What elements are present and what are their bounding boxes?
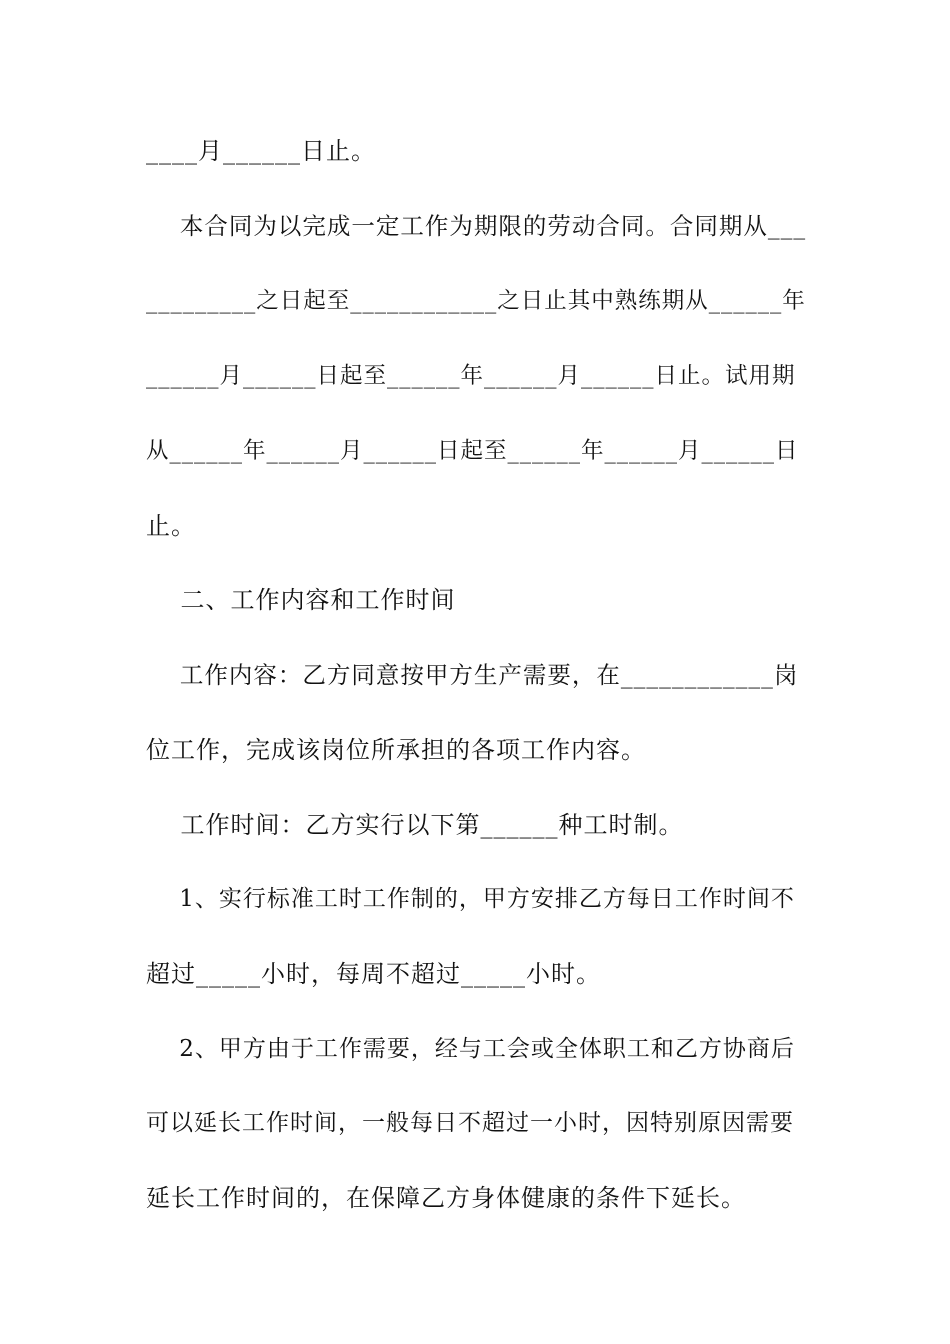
text-line: 可以延长工作时间，一般每日不超过一小时，因特别原因需要 bbox=[146, 1110, 794, 1136]
text-line: 止。 bbox=[146, 512, 196, 540]
text-line: 工作时间：乙方实行以下第______种工时制。 bbox=[146, 811, 684, 839]
text-line: 工作内容：乙方同意按甲方生产需要，在____________岗 bbox=[146, 661, 799, 689]
text-line: 从______年______月______日起至______年______月______日 bbox=[146, 438, 799, 464]
text-line: 1、实行标准工时工作制的，甲方安排乙方每日工作时间不 bbox=[146, 886, 795, 912]
text-line: 位工作，完成该岗位所承担的各项工作内容。 bbox=[146, 736, 646, 764]
text-line: 本合同为以完成一定工作为期限的劳动合同。合同期从___ bbox=[146, 212, 807, 240]
text-line: 超过_____小时，每周不超过_____小时。 bbox=[146, 960, 601, 988]
text-line: 2、甲方由于工作需要，经与工会或全体职工和乙方协商后 bbox=[146, 1036, 795, 1062]
text-line: ______月______日起至______年______月______日止。试用期 bbox=[146, 363, 796, 389]
text-line: _________之日起至____________之日止其中熟练期从______年 bbox=[146, 288, 806, 314]
section-heading: 二、工作内容和工作时间 bbox=[146, 586, 456, 614]
text-line: ____月______日止。 bbox=[146, 137, 376, 165]
text-line: 延长工作时间的，在保障乙方身体健康的条件下延长。 bbox=[146, 1184, 746, 1212]
